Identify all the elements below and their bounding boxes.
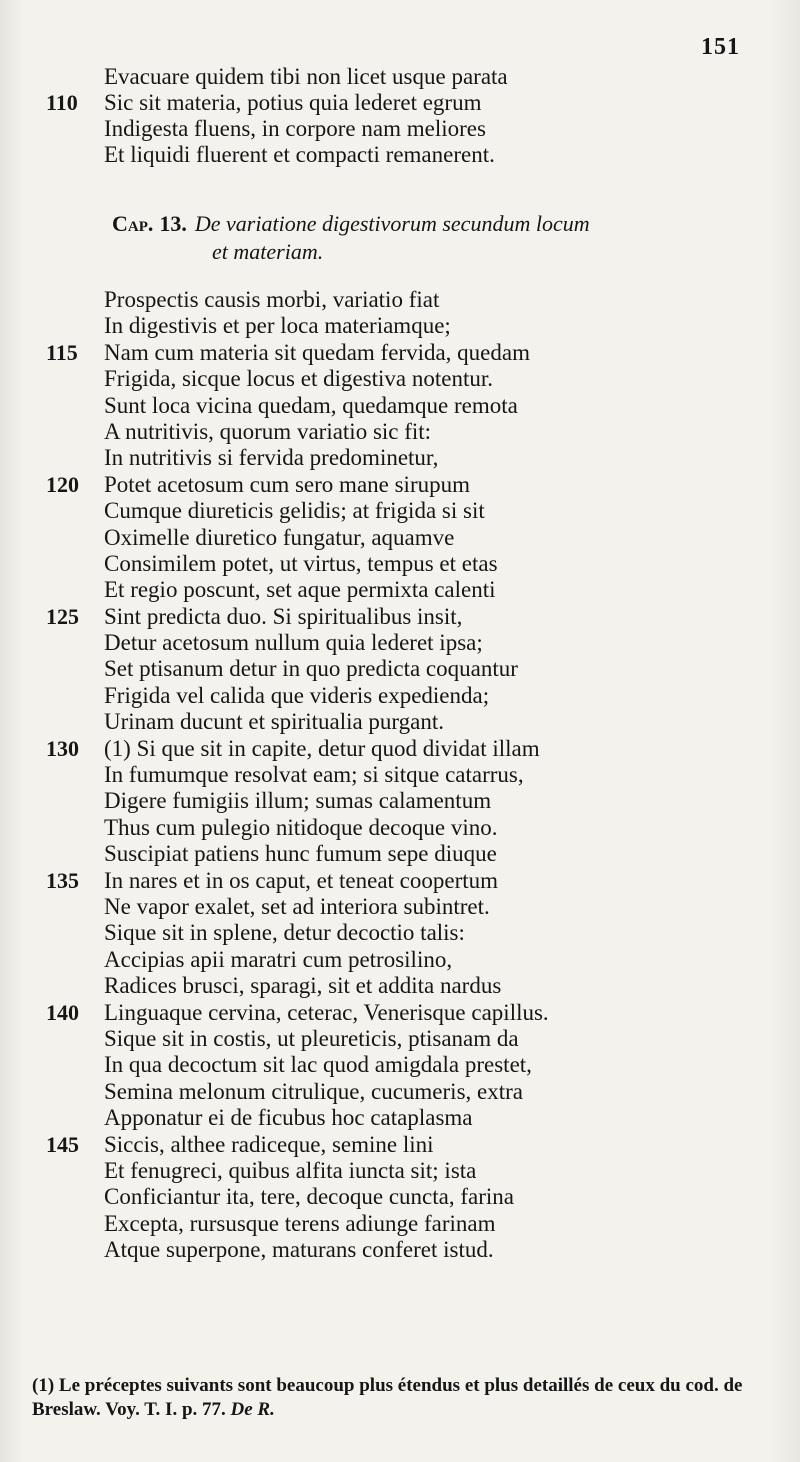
verse-line	[46, 1211, 766, 1237]
footnote	[32, 1374, 772, 1422]
verse-text: Et liquidi fluerent et compacti remanerent.	[104, 142, 495, 167]
verse-text: Frigida vel calida que videris expedienda;	[104, 682, 490, 708]
verse-text: Sint predicta duo. Si spiritualibus insit,	[104, 603, 463, 629]
verse-text: Urinam ducunt et spiritualia purgant.	[104, 709, 445, 735]
verse-text: Atque superpone, maturans conferet istud.	[104, 1237, 494, 1263]
verse-line	[46, 762, 766, 788]
verse-text: Accipias apii maratri cum petrosilino,	[104, 946, 453, 972]
footnote-text: Le préceptes suivants sont beaucoup plus étendus et plus detaillés de ceux du cod. de Breslaw. Voy. T. I. p. 77.	[32, 1375, 743, 1420]
line-number: 125	[46, 603, 79, 629]
verse-text: Consimilem potet, ut virtus, tempus et etas	[104, 550, 498, 576]
verse-line	[46, 366, 766, 392]
verse-line	[46, 973, 766, 999]
verse-line	[46, 1184, 766, 1210]
verse-line	[46, 947, 766, 973]
verse-text: Linguaque cervina, ceterac, Venerisque capillus.	[104, 999, 549, 1025]
verse-line	[46, 1052, 766, 1078]
verse-line	[46, 656, 766, 682]
verse-text: Detur acetosum nullum quia lederet ipsa;	[104, 630, 483, 656]
verse-text: In nares et in os caput, et teneat coopertum	[104, 867, 499, 893]
verse-text: Evacuare quidem tibi non licet usque parata	[104, 64, 508, 89]
verse-line	[46, 472, 766, 498]
verse-line	[46, 551, 766, 577]
verse-line	[46, 1158, 766, 1184]
verse-text: Et regio poscunt, set aque permixta calenti	[104, 577, 496, 603]
verse-text: Frigida, sicque locus et digestiva notentur.	[104, 366, 494, 392]
verse-text: Apponatur ei de ficubus hoc cataplasma	[104, 1105, 473, 1131]
chapter-number: 13.	[159, 211, 187, 236]
verse-line	[46, 116, 766, 142]
verse-line	[46, 1079, 766, 1105]
verse-line	[46, 64, 766, 90]
verse-text: Cumque diureticis gelidis; at frigida si sit	[104, 498, 485, 524]
verse-text: In digestivis et per loca materiamque;	[104, 313, 451, 339]
verse-block-main	[46, 287, 766, 1263]
verse-block-top	[46, 64, 766, 168]
verse-text: Potet acetosum cum sero mane sirupum	[104, 471, 471, 497]
verse-line	[46, 683, 766, 709]
verse-text: A nutritivis, quorum variatio sic fit:	[104, 418, 432, 444]
verse-text: Excepta, rursusque terens adiunge farinam	[104, 1210, 496, 1236]
chapter-heading	[112, 210, 762, 266]
verse-line	[46, 841, 766, 867]
verse-line	[46, 894, 766, 920]
verse-line	[46, 920, 766, 946]
verse-text: In qua decoctum sit lac quod amigdala prestet,	[104, 1052, 532, 1078]
verse-text: Radices brusci, sparagi, sit et addita nardus	[104, 973, 502, 999]
line-number: 135	[46, 867, 79, 893]
verse-text: Indigesta fluens, in corpore nam meliores	[104, 116, 486, 141]
verse-text: Semina melonum citrulique, cucumeris, extra	[104, 1078, 523, 1104]
verse-line	[46, 142, 766, 168]
verse-text: In nutritivis si fervida predominetur,	[104, 445, 439, 471]
verse-line	[46, 313, 766, 339]
verse-line	[46, 340, 766, 366]
chapter-title-line-1: De variatione digestivorum secundum locum	[194, 211, 590, 236]
line-number: 130	[46, 735, 79, 761]
page-number: 151	[701, 34, 740, 60]
verse-line	[46, 1026, 766, 1052]
line-number: 115	[46, 339, 78, 365]
verse-text: Digere fumigiis illum; sumas calamentum	[104, 788, 492, 814]
verse-text: Thus cum pulegio nitidoque decoque vino.	[104, 814, 498, 840]
verse-line	[46, 1237, 766, 1263]
verse-line	[46, 815, 766, 841]
verse-text: Sic sit materia, potius quia lederet egrum	[104, 90, 482, 115]
verse-text: Siccis, althee radiceque, semine lini	[104, 1131, 434, 1157]
verse-line	[46, 445, 766, 471]
verse-line	[46, 90, 766, 116]
verse-line	[46, 498, 766, 524]
verse-line	[46, 868, 766, 894]
verse-text: (1) Si que sit in capite, detur quod dividat illam	[104, 735, 540, 761]
verse-text: In fumumque resolvat eam; si sitque catarrus,	[104, 762, 524, 788]
verse-line	[46, 393, 766, 419]
verse-text: Oximelle diuretico fungatur, aquamve	[104, 524, 455, 550]
verse-text: Conficiantur ita, tere, decoque cuncta, farina	[104, 1184, 514, 1210]
verse-line	[46, 736, 766, 762]
verse-line	[46, 1132, 766, 1158]
footnote-reference: De R.	[230, 1399, 275, 1420]
verse-line	[46, 287, 766, 313]
verse-line	[46, 577, 766, 603]
chapter-label: Cap.	[112, 211, 154, 236]
line-number: 145	[46, 1131, 79, 1157]
verse-line	[46, 604, 766, 630]
line-number: 120	[46, 471, 79, 497]
verse-text: Prospectis causis morbi, variatio fiat	[104, 287, 440, 312]
verse-text: Suscipiat patiens hunc fumum sepe diuque	[104, 841, 497, 867]
footnote-marker: (1)	[32, 1375, 55, 1396]
verse-line	[46, 630, 766, 656]
verse-line	[46, 1000, 766, 1026]
verse-text: Set ptisanum detur in quo predicta coquantur	[104, 656, 518, 682]
verse-line	[46, 1105, 766, 1131]
verse-text: Sique sit in splene, detur decoctio talis:	[104, 920, 465, 946]
verse-line	[46, 419, 766, 445]
verse-text: Et fenugreci, quibus alfita iuncta sit; ista	[104, 1157, 477, 1183]
verse-line	[46, 525, 766, 551]
verse-text: Sique sit in costis, ut pleureticis, ptisanam da	[104, 1025, 519, 1051]
line-number: 110	[46, 90, 78, 115]
verse-text: Ne vapor exalet, set ad interiora subintret.	[104, 893, 490, 919]
verse-text: Sunt loca vicina quedam, quedamque remota	[104, 392, 518, 418]
line-number: 140	[46, 999, 79, 1025]
verse-line	[46, 709, 766, 735]
chapter-title-line-2: et materiam.	[212, 239, 324, 264]
verse-line	[46, 788, 766, 814]
verse-text: Nam cum materia sit quedam fervida, quedam	[104, 339, 530, 365]
